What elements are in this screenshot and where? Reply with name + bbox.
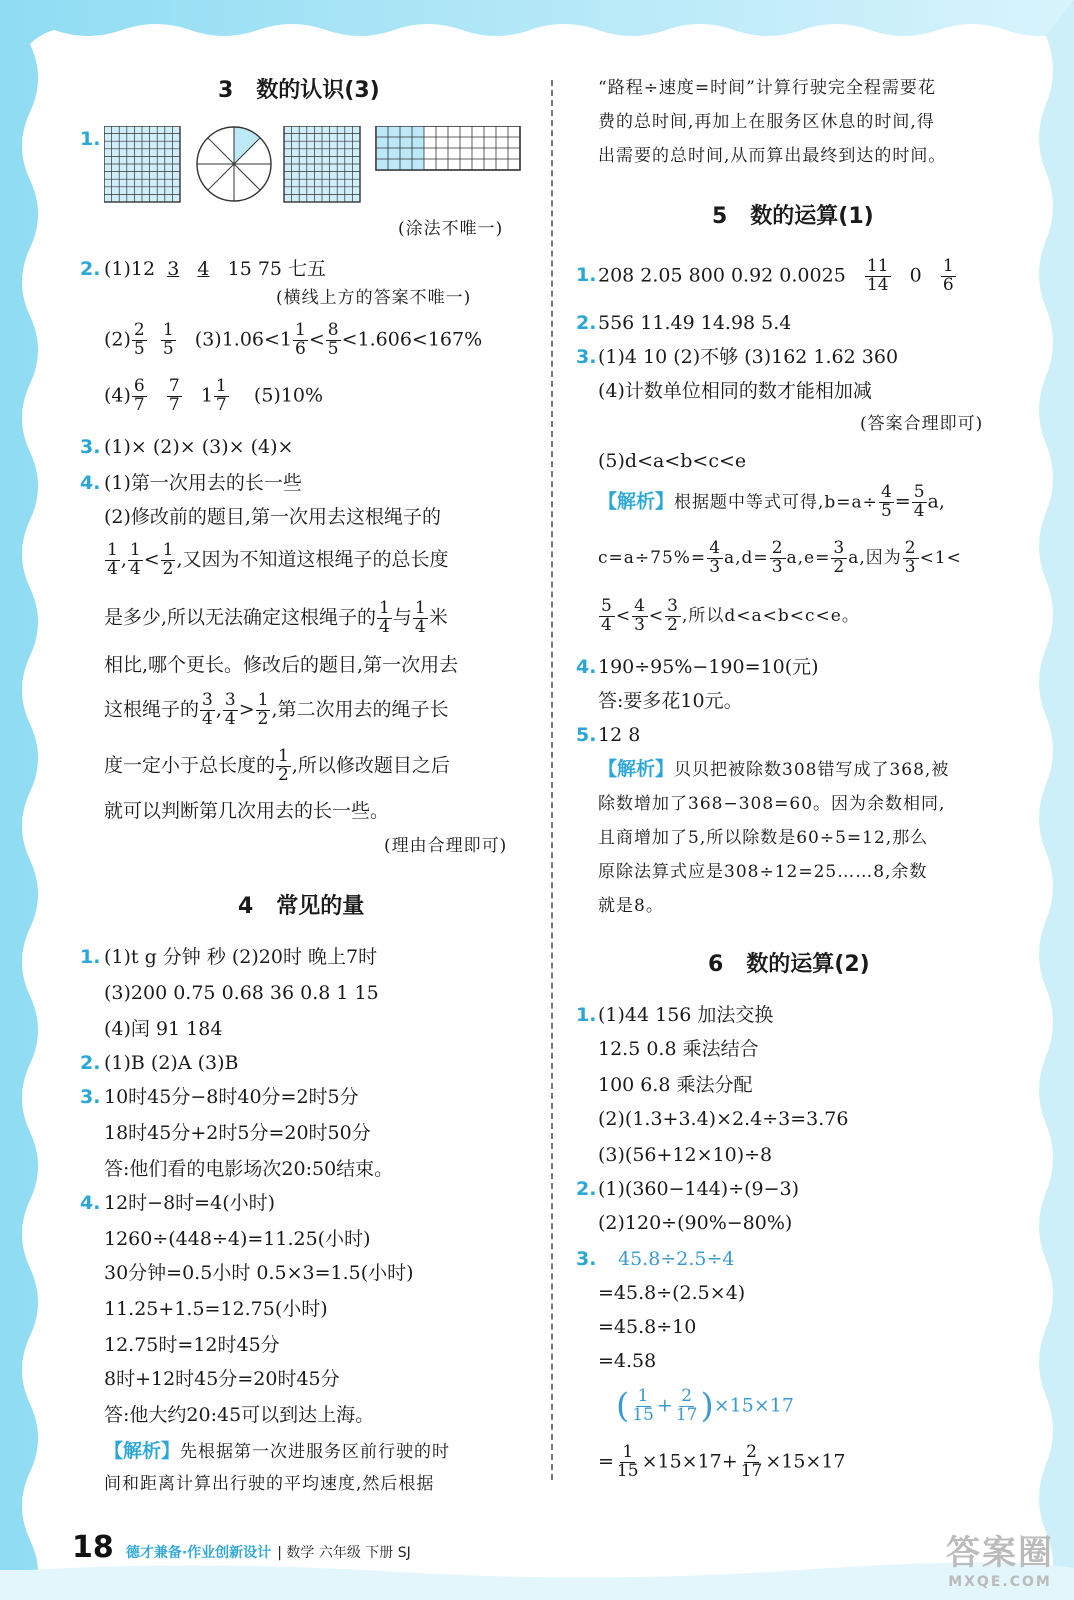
- s6-q1-line-2: 12.5 0.8 乘法结合: [598, 1038, 759, 1060]
- q2-label: 2.: [80, 258, 101, 280]
- s6-q1-line-4: (2)(1.3+3.4)×2.4÷3=3.76: [598, 1108, 849, 1130]
- s5-q1-label: 1.: [576, 264, 597, 286]
- s5-q2-label: 2.: [576, 312, 597, 334]
- s4-q4-label: 4.: [80, 1192, 101, 1214]
- s5-q3-line-3: (5)d<a<b<c<e: [598, 450, 747, 472]
- fraction: $\frac{1}{2}$: [278, 746, 289, 785]
- s5-analysis1-line-3: $\frac{5}{4}$ < $\frac{4}{3}$ < $\frac{3}{2}$ ,所以d<a<b<c<e。: [601, 596, 860, 635]
- fraction: $\frac{2}{17}$: [740, 1442, 763, 1481]
- fraction: $\frac{1}{15}$: [632, 1386, 654, 1425]
- s6-q1-line-1: (1)44 156 加法交换: [598, 1004, 774, 1026]
- fraction: $\frac{8}{5}$: [327, 320, 339, 359]
- s5-q4-label: 4.: [576, 656, 597, 678]
- analysis-tag: 【解析】: [104, 1440, 181, 1462]
- page-number: 18: [72, 1530, 114, 1565]
- s4-analysis-line-1: 【解析】先根据第一次进服务区前行驶的时: [104, 1440, 451, 1462]
- s6-q2-line-2: (2)120÷(90%−80%): [598, 1212, 793, 1234]
- fraction: $\frac{1}{4}$: [129, 540, 141, 579]
- s6-q3-line-5: ( $\frac{1}{15}$ + $\frac{2}{17}$ )×15×17: [616, 1386, 794, 1426]
- q4-line-2: (2)修改前的题目,第一次用去这根绳子的: [104, 506, 441, 528]
- section-title: 数的认识(3): [256, 78, 380, 103]
- fraction: $\frac{3}{2}$: [833, 538, 846, 577]
- q2-line-1: (1)12 3 4 15 75 七五: [104, 258, 327, 280]
- s5-q4-line-2: 答:要多花10元。: [598, 690, 743, 712]
- s6-q1-label: 1.: [576, 1004, 597, 1026]
- s5-q2-answers: 556 11.49 14.98 5.4: [598, 312, 792, 334]
- s4-q4-line-2: 1260÷(448÷4)=11.25(小时): [104, 1228, 371, 1250]
- s4-q3-line-3: 答:他们看的电影场次20:50结束。: [104, 1158, 394, 1180]
- s5-q3-label: 3.: [576, 346, 597, 368]
- s5-q4-line-1: 190÷95%−190=10(元): [598, 656, 819, 678]
- circle-figure: [197, 127, 271, 201]
- section-4-heading: 4 常见的量: [238, 894, 365, 919]
- s5-q3-line-2: (4)计数单位相同的数才能相加减: [598, 380, 872, 402]
- s4-q3-label: 3.: [80, 1086, 101, 1108]
- s5-analysis2-line-3: 且商增加了5,所以除数是60÷5=12,那么: [598, 828, 929, 848]
- s4-q1-label: 1.: [80, 946, 101, 968]
- continued-line-3: 出需要的总时间,从而算出最终到达的时间。: [598, 146, 947, 166]
- s4-q4-line-4: 11.25+1.5=12.75(小时): [104, 1298, 328, 1320]
- fraction: $\frac{1}{15}$: [616, 1442, 639, 1481]
- fraction: $\frac{1}{4}$: [414, 598, 426, 637]
- fraction: $\frac{2}{3}$: [904, 538, 917, 577]
- fraction: $\frac{1}{4}$: [379, 598, 390, 637]
- analysis-tag: 【解析】: [598, 758, 675, 780]
- watermark-logo: 答案圈 MXQE.COM: [946, 1533, 1054, 1590]
- q4-note: (理由合理即可): [384, 836, 508, 856]
- grid-figure-2: [284, 126, 360, 202]
- fraction: $\frac{4}{3}$: [709, 538, 722, 577]
- q4-line-1: (1)第一次用去的长一些: [104, 472, 302, 494]
- fraction: $\frac{3}{4}$: [202, 690, 213, 729]
- analysis-tag: 【解析】: [598, 490, 675, 513]
- q4-line-5: 相比,哪个更长。修改后的题目,第一次用去: [104, 654, 459, 676]
- s4-analysis-line-2: 间和距离计算出行驶的平均速度,然后根据: [104, 1474, 435, 1494]
- s6-q2-line-1: (1)(360−144)÷(9−3): [598, 1178, 800, 1200]
- s5-q3-line-1: (1)4 10 (2)不够 (3)162 1.62 360: [598, 346, 899, 368]
- s4-q2-answers: (1)B (2)A (3)B: [104, 1052, 239, 1074]
- s5-q1-answers: 208 2.05 800 0.92 0.0025 $\frac{11}{14}$ 0 $\frac{1}{6}$: [598, 256, 954, 295]
- fraction: $\frac{2}{5}$: [133, 320, 145, 359]
- s4-q1-line-3: (4)闰 91 184: [104, 1018, 223, 1040]
- fraction: $\frac{5}{4}$: [913, 482, 925, 521]
- fraction: $\frac{1}{6}$: [942, 256, 954, 295]
- s4-q4-line-6: 8时+12时45分=20时45分: [104, 1368, 340, 1390]
- s5-q5-label: 5.: [576, 724, 597, 746]
- fraction: $\frac{2}{3}$: [771, 538, 784, 577]
- grid-figure-3: [376, 126, 520, 170]
- fraction: $\frac{1}{2}$: [257, 690, 269, 729]
- s6-q3-line-6: = $\frac{1}{15}$ ×15×17+ $\frac{2}{17}$ ×15×17: [598, 1442, 846, 1481]
- fraction: $\frac{11}{14}$: [866, 256, 889, 295]
- section-3-heading: [218, 78, 380, 104]
- grid-figure-1: [104, 126, 180, 202]
- section-number: 3: [218, 78, 234, 103]
- q1-label: 1.: [80, 128, 101, 150]
- q4-line-4: 是多少,所以无法确定这根绳子的 $\frac{1}{4}$ 与 $\frac{1}{4}$ 米: [104, 598, 448, 637]
- s4-q1-line-2: (3)200 0.75 0.68 36 0.8 1 15: [104, 982, 379, 1004]
- s4-q4-line-5: 12.75时=12时45分: [104, 1334, 280, 1356]
- s4-q2-label: 2.: [80, 1052, 101, 1074]
- fraction: $\frac{4}{3}$: [634, 596, 646, 635]
- continued-line-2: 费的总时间,再加上在服务区休息的时间,得: [598, 112, 935, 132]
- s4-q3-line-1: 10时45分−8时40分=2时5分: [104, 1086, 359, 1108]
- s6-q2-label: 2.: [576, 1178, 597, 1200]
- footer-info: | 数学 六年级 下册 SJ: [277, 1545, 411, 1561]
- fraction: $\frac{1}{6}$: [295, 320, 306, 359]
- s5-q3-note: (答案合理即可): [860, 414, 984, 434]
- s5-analysis1-line-1: 【解析】根据题中等式可得,b=a÷ $\frac{4}{5}$ = $\frac{5}{4}$ a,: [598, 482, 945, 521]
- s4-q4-line-1: 12时−8时=4(小时): [104, 1192, 276, 1214]
- q2-note: (横线上方的答案不唯一): [276, 288, 472, 308]
- q4-line-3: $\frac{1}{4}$ , $\frac{1}{4}$ < $\frac{1}{2}$ ,又因为不知道这根绳子的总长度: [107, 540, 449, 579]
- q4-label: 4.: [80, 472, 101, 494]
- s5-analysis2-line-4: 原除法算式应是308÷12=25……8,余数: [598, 862, 928, 882]
- fraction: $\frac{7}{7}$: [168, 376, 180, 415]
- s4-q1-line-1: (1)t g 分钟 秒 (2)20时 晚上7时: [104, 946, 378, 968]
- q3-label: 3.: [80, 436, 101, 458]
- fraction: $\frac{2}{17}$: [675, 1386, 698, 1425]
- q2-line-3: (4) $\frac{6}{7}$ $\frac{7}{7}$ 1 $\frac{1}{7}$ (5)10%: [104, 376, 324, 415]
- q4-line-8: 就可以判断第几次用去的长一些。: [104, 800, 390, 822]
- fraction: $\frac{1}{5}$: [162, 320, 174, 359]
- s6-q3-line-1: 45.8÷2.5÷4: [618, 1248, 735, 1270]
- fraction: $\frac{5}{4}$: [601, 596, 613, 635]
- fraction: $\frac{1}{2}$: [162, 540, 174, 579]
- s6-q1-line-5: (3)(56+12×10)÷8: [598, 1144, 773, 1166]
- s6-q1-line-3: 100 6.8 乘法分配: [598, 1074, 753, 1096]
- s5-analysis2-line-2: 除数增加了368−308=60。因为余数相同,: [598, 794, 946, 814]
- s4-q4-line-7: 答:他大约20:45可以到达上海。: [104, 1404, 375, 1426]
- continued-line-1: “路程÷速度=时间”计算行驶完全程需要花: [598, 78, 936, 98]
- q3-answers: (1)× (2)× (3)× (4)×: [104, 436, 294, 458]
- shading-figures: [104, 126, 524, 206]
- s6-q3-line-2: =45.8÷(2.5×4): [598, 1282, 746, 1304]
- fraction: $\frac{6}{7}$: [133, 376, 145, 415]
- q2-line-2: (2) $\frac{2}{5}$ $\frac{1}{5}$ (3)1.06<1 $\frac{1}{6}$ < $\frac{8}{5}$ <1.606<167%: [104, 320, 483, 359]
- fraction: $\frac{1}{7}$: [215, 376, 227, 415]
- s4-q4-line-3: 30分钟=0.5小时 0.5×3=1.5(小时): [104, 1262, 414, 1284]
- s4-q3-line-2: 18时45分+2时5分=20时50分: [104, 1122, 371, 1144]
- s5-analysis1-line-2: c=a÷75%= $\frac{4}{3}$ a,d= $\frac{2}{3}$ a,e= $\frac{3}{2}$ a,因为 $\frac{2}{3}$ <1<: [598, 538, 962, 577]
- page-footer: [72, 1530, 411, 1565]
- footer-brand: 德才兼备·作业创新设计: [125, 1545, 272, 1561]
- fraction: $\frac{3}{2}$: [667, 596, 679, 635]
- s6-q3-line-3: =45.8÷10: [598, 1316, 697, 1338]
- section-5-heading: 5 数的运算(1): [712, 204, 874, 229]
- s5-analysis2-line-1: 【解析】贝贝把被除数308错写成了368,被: [598, 758, 950, 780]
- q4-line-6: 这根绳子的 $\frac{3}{4}$ , $\frac{3}{4}$ > $\frac{1}{2}$ ,第二次用去的绳子长: [104, 690, 449, 729]
- fraction: $\frac{1}{4}$: [107, 540, 118, 579]
- column-divider: [551, 80, 553, 1480]
- s6-q3-label: 3.: [576, 1248, 597, 1270]
- fraction: $\frac{3}{4}$: [224, 690, 236, 729]
- fraction: $\frac{4}{5}$: [880, 482, 892, 521]
- s5-analysis2-line-5: 就是8。: [598, 896, 664, 916]
- s5-q5-answers: 12 8: [598, 724, 641, 746]
- s6-q3-line-4: =4.58: [598, 1350, 657, 1372]
- q1-note: (涂法不唯一): [398, 219, 504, 239]
- section-6-heading: 6 数的运算(2): [708, 952, 870, 977]
- q4-line-7: 度一定小于总长度的 $\frac{1}{2}$ ,所以修改题目之后: [104, 746, 450, 785]
